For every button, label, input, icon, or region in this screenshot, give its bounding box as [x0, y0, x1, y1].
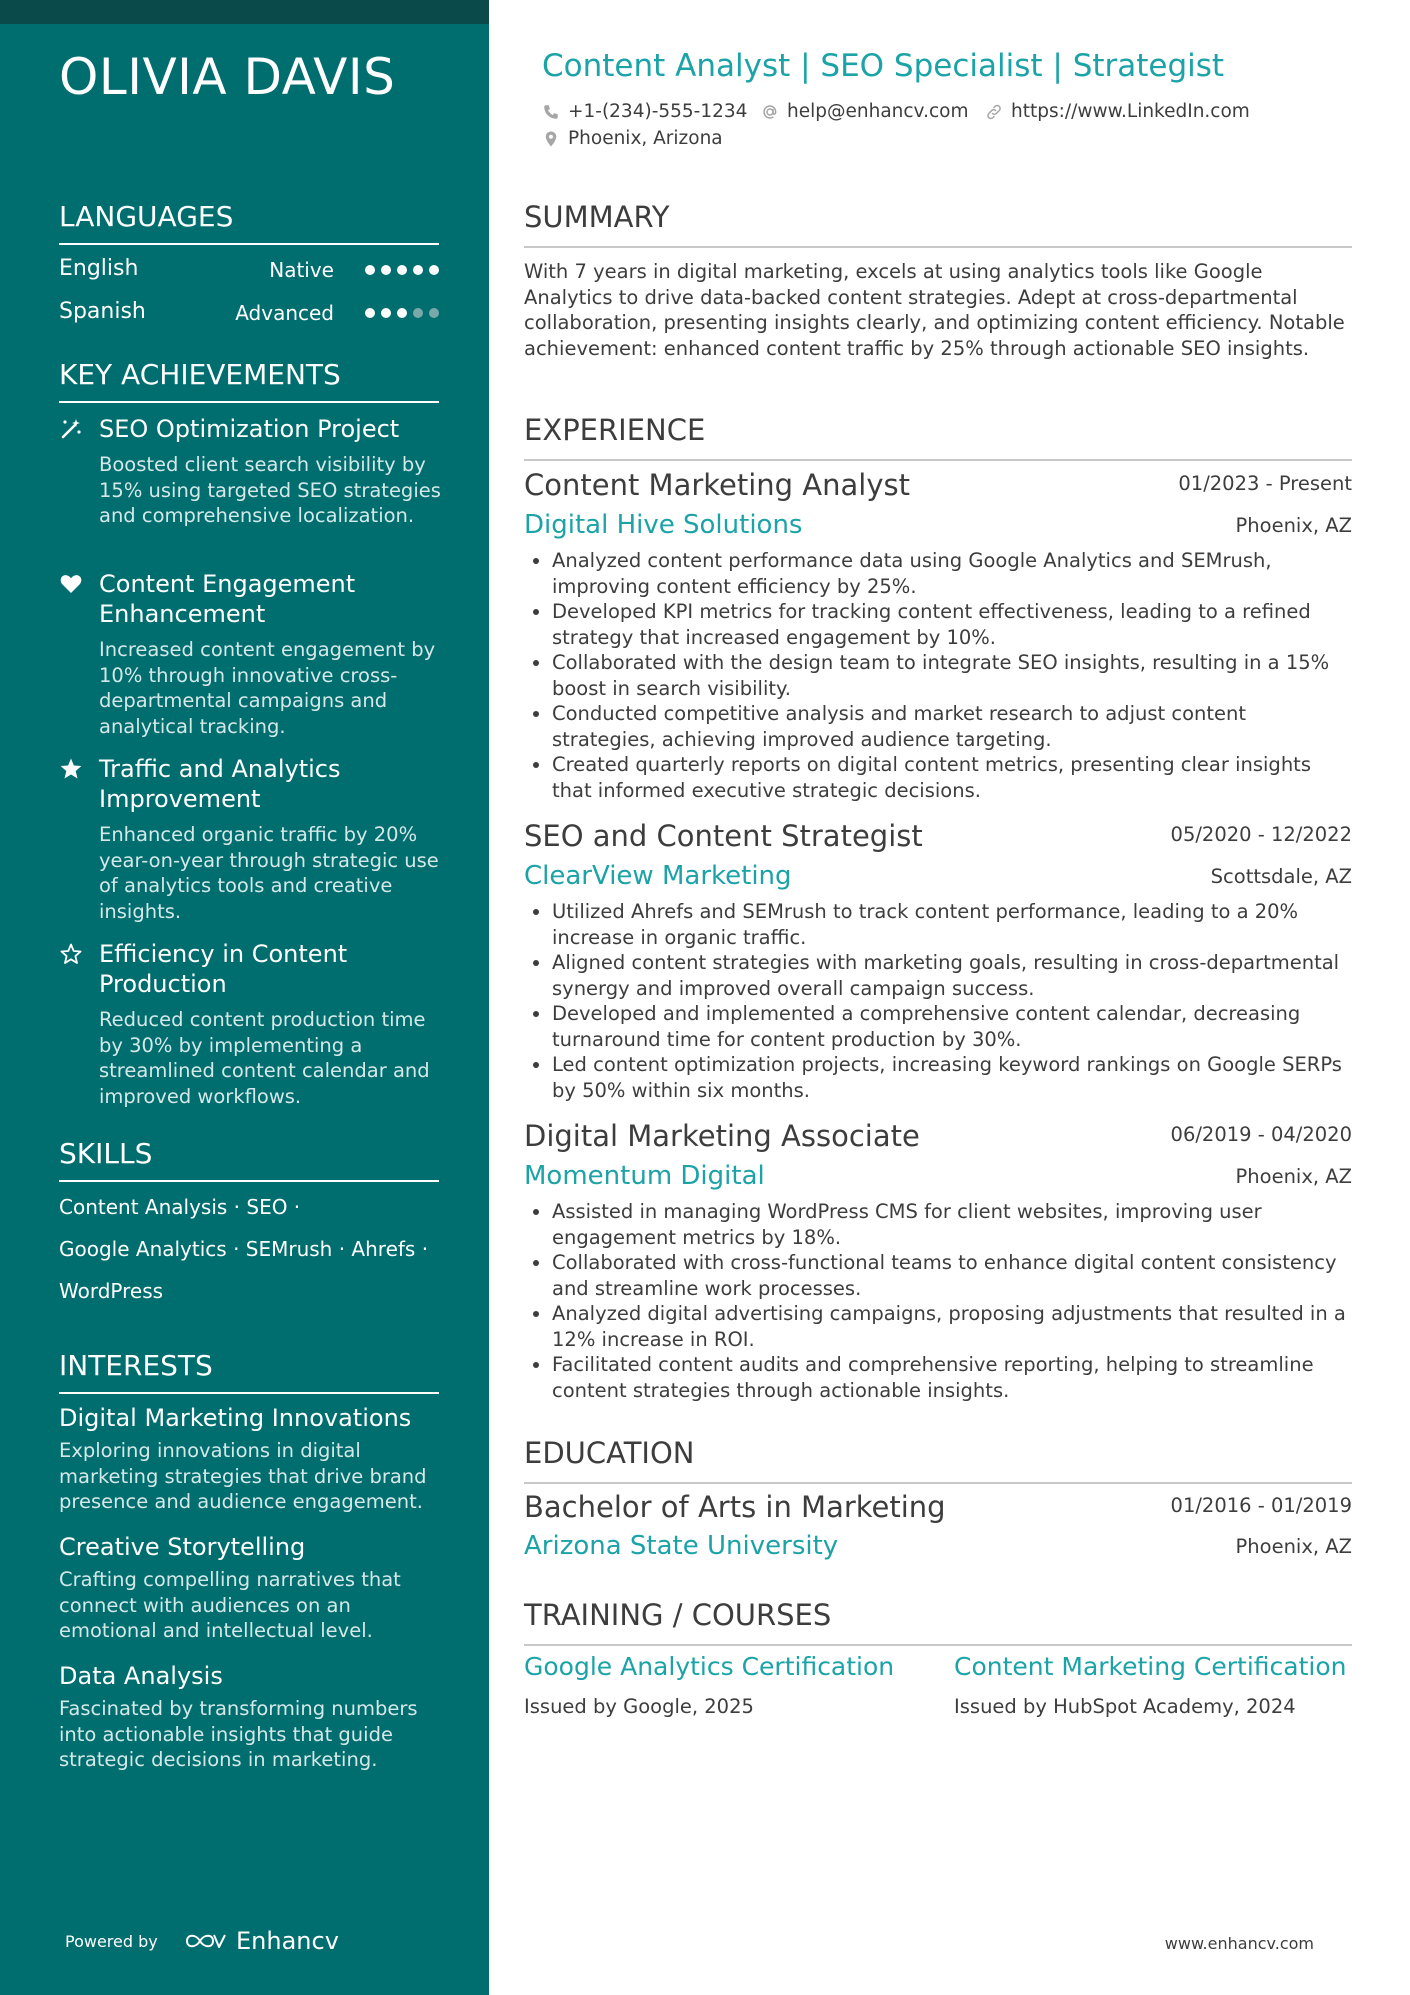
rating-dot-filled [413, 265, 423, 275]
course-title: Google Analytics Certification [524, 1652, 895, 1681]
location-pin-icon [542, 130, 560, 148]
contact-linkedin[interactable] [985, 101, 1250, 122]
education-location: Phoenix, AZ [1235, 1535, 1352, 1558]
achievement-title: Efficiency in Content Production [99, 940, 348, 998]
job-bullet: • Analyzed digital advertising campaigns, proposing adjustments that resulted in a 12% increase in ROI. [552, 1301, 1352, 1352]
interest-title: Digital Marketing Innovations [59, 1404, 412, 1432]
experience-heading: EXPERIENCE [524, 413, 1352, 461]
language-level: Advanced [235, 301, 334, 325]
skills-line: WordPress [59, 1279, 164, 1303]
powered-by-label: Powered by [65, 1932, 158, 1951]
job-bullet: • Created quarterly reports on digital content metrics, presenting clear insights that informed executive strategic decisions. [552, 752, 1352, 803]
job-title: Digital Marketing Associate [524, 1119, 920, 1153]
skills-line: Content Analysis · SEO · [59, 1195, 301, 1219]
sidebar [0, 0, 489, 1995]
candidate-name: OLIVIA DAVIS [59, 48, 396, 106]
rating-dot-filled [381, 308, 391, 318]
interest-item [59, 1531, 444, 1644]
achievements-heading: KEY ACHIEVEMENTS [59, 358, 439, 403]
job-bullet: • Developed and implemented a comprehensive content calendar, decreasing turnaround time for content production by 30%. [552, 1001, 1352, 1052]
course-item [954, 1652, 1354, 1718]
rating-dot-filled [365, 265, 375, 275]
achievement-description: Enhanced organic traffic by 20% year-on-year through strategic use of analytics tools and creative insights. [99, 823, 439, 923]
rating-dot-filled [365, 308, 375, 318]
skills-line: Google Analytics · SEMrush · Ahrefs · [59, 1237, 429, 1261]
training-heading: TRAINING / COURSES [524, 1598, 1352, 1646]
job-bullet: • Assisted in managing WordPress CMS for client websites, improving user engagement metrics by 18%. [552, 1199, 1352, 1250]
job-location: Phoenix, AZ [1235, 514, 1352, 537]
job-bullet: • Utilized Ahrefs and SEMrush to track content performance, leading to a 20% increase in organic traffic. [552, 899, 1352, 950]
course-title: Content Marketing Certification [954, 1652, 1347, 1681]
enhancv-logo[interactable] [184, 1927, 339, 1955]
job-bullet: • Collaborated with cross-functional teams to enhance digital content consistency and streamline work processes. [552, 1250, 1352, 1301]
sidebar-top-bar [0, 0, 489, 24]
skills-list [59, 1186, 428, 1312]
job-dates: 01/2023 - Present [1178, 472, 1352, 495]
job-bullet: • Conducted competitive analysis and market research to adjust content strategies, achieving improved audience targeting. [552, 701, 1352, 752]
job-bullet: • Developed KPI metrics for tracking content effectiveness, leading to a refined strategy that increased engagement by 10%. [552, 599, 1352, 650]
job-location: Scottsdale, AZ [1210, 865, 1352, 888]
job-bullet: • Aligned content strategies with marketing goals, resulting in cross-departmental synergy and improved overall campaign success. [552, 950, 1352, 1001]
education-heading: EDUCATION [524, 1436, 1352, 1484]
contact-email[interactable] [761, 101, 968, 122]
language-name: Spanish [59, 299, 146, 324]
job-bullets [524, 899, 1352, 1103]
phone-text: +1-(234)-555-1234 [568, 101, 748, 122]
course-issuer: Issued by HubSpot Academy, 2024 [954, 1695, 1296, 1718]
at-icon [761, 103, 779, 121]
course-issuer: Issued by Google, 2025 [524, 1695, 754, 1718]
interest-description: Fascinated by transforming numbers into actionable insights that guide strategic decisions in marketing. [59, 1697, 418, 1771]
star-icon [59, 757, 83, 781]
linkedin-text: https://www.LinkedIn.com [1011, 101, 1250, 122]
language-row [59, 299, 439, 329]
job-title: SEO and Content Strategist [524, 819, 923, 853]
job-company: Momentum Digital [524, 1161, 765, 1191]
email-text: help@enhancv.com [787, 101, 969, 122]
job-company: ClearView Marketing [524, 861, 792, 891]
job-dates: 06/2019 - 04/2020 [1170, 1123, 1352, 1146]
school: Arizona State University [524, 1531, 839, 1561]
job-company: Digital Hive Solutions [524, 510, 803, 540]
job-bullet: • Collaborated with the design team to integrate SEO insights, resulting in a 15% boost in search visibility. [552, 650, 1352, 701]
achievement-title: Traffic and Analytics Improvement [99, 755, 341, 813]
rating-dot-filled [429, 265, 439, 275]
interest-description: Crafting compelling narratives that connect with audiences on an emotional and intellectual level. [59, 1568, 401, 1642]
rating-dot-empty [413, 308, 423, 318]
interest-title: Creative Storytelling [59, 1533, 306, 1561]
contact-phone [542, 101, 747, 122]
rating-dot-filled [397, 308, 407, 318]
language-rating [365, 263, 439, 277]
skills-heading: SKILLS [59, 1137, 439, 1182]
achievement-description: Reduced content production time by 30% by implementing a streamlined content calendar and improved workflows. [99, 1008, 430, 1108]
summary-heading: SUMMARY [524, 200, 1352, 248]
languages-heading: LANGUAGES [59, 200, 439, 245]
interests-heading: INTERESTS [59, 1349, 439, 1394]
interest-description: Exploring innovations in digital marketing strategies that drive brand presence and audience engagement. [59, 1439, 427, 1513]
star-outline-icon [59, 942, 83, 966]
interest-item [59, 1402, 444, 1515]
job-dates: 05/2020 - 12/2022 [1170, 823, 1352, 846]
contact-location [542, 128, 723, 149]
job-bullets [524, 1199, 1352, 1403]
achievement-title: SEO Optimization Project [99, 415, 400, 443]
job-location: Phoenix, AZ [1235, 1165, 1352, 1188]
summary-text: With 7 years in digital marketing, excels at using analytics tools like Google Analytics to drive data-backed content strategies. Adept at cross-departmental collaboration, presenting insights clearly, and optimizing content efficiency. Notable achievement: enhanced content traffic by 25% through actionable SEO insights. [524, 260, 1345, 360]
job-bullet: • Analyzed content performance data using Google Analytics and SEMrush, improving content efficiency by 25%. [552, 548, 1352, 599]
achievement-title: Content Engagement Enhancement [99, 570, 356, 628]
language-level: Native [269, 258, 334, 282]
enhancv-brand-name: Enhancv [236, 1927, 339, 1955]
job-bullet: • Facilitated content audits and comprehensive reporting, helping to streamline content strategies through actionable insights. [552, 1352, 1352, 1403]
language-name: English [59, 256, 139, 281]
degree: Bachelor of Arts in Marketing [524, 1490, 946, 1524]
achievement-description: Increased content engagement by 10% through innovative cross-departmental campaigns and analytical tracking. [99, 638, 436, 738]
rating-dot-empty [429, 308, 439, 318]
enhancv-logo-icon [184, 1930, 228, 1952]
job-title: Content Marketing Analyst [524, 468, 910, 502]
location-text: Phoenix, Arizona [568, 128, 723, 149]
achievement-description: Boosted client search visibility by 15% using targeted SEO strategies and comprehensive localization. [99, 453, 441, 527]
footer-url[interactable]: www.enhancv.com [1164, 1934, 1314, 1953]
heart-icon [59, 572, 83, 596]
interest-title: Data Analysis [59, 1662, 223, 1690]
link-icon [985, 103, 1003, 121]
job-bullets [524, 548, 1352, 803]
rating-dot-filled [397, 265, 407, 275]
course-item [524, 1652, 924, 1718]
language-row [59, 256, 439, 286]
job-bullet: • Led content optimization projects, increasing keyword rankings on Google SERPs by 50% within six months. [552, 1052, 1352, 1103]
headline: Content Analyst | SEO Specialist | Strategist [542, 48, 1225, 84]
magic-wand-icon [59, 417, 83, 441]
language-rating [365, 306, 439, 320]
education-dates: 01/2016 - 01/2019 [1170, 1494, 1352, 1517]
interest-item [59, 1660, 444, 1773]
phone-icon [542, 103, 560, 121]
rating-dot-filled [381, 265, 391, 275]
